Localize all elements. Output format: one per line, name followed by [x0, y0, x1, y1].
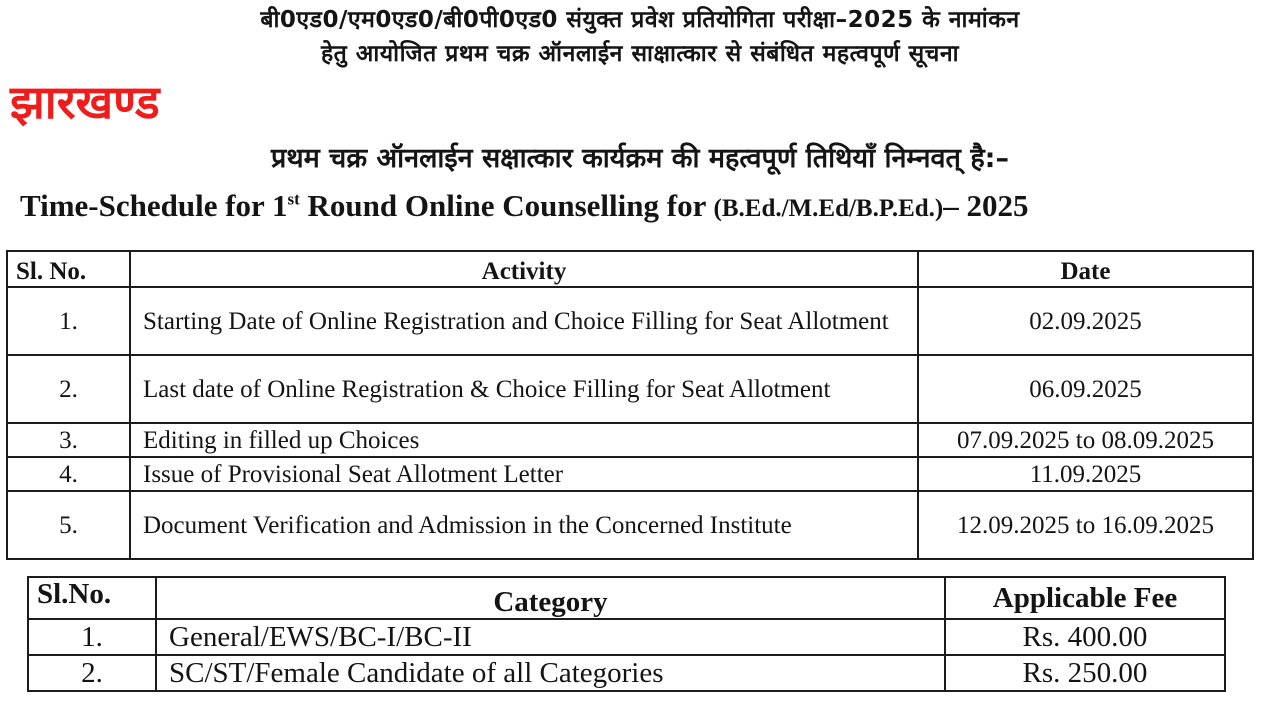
row-activity: Issue of Provisional Seat Allotment Letter — [130, 457, 918, 491]
fee-col-category: Category — [156, 577, 945, 619]
row-activity: Editing in filled up Choices — [130, 423, 918, 457]
row-date: 12.09.2025 to 16.09.2025 — [918, 491, 1253, 559]
schedule-header-row — [7, 251, 1253, 287]
table-row — [7, 355, 1253, 423]
schedule-heading-english — [20, 188, 1028, 224]
notice-title-line-1: बी0एड0/एम0एड0/बी0पी0एड0 संयुक्त प्रवेश प्रतियोगिता परीक्षा–2025 के नामांकन — [260, 7, 1020, 33]
notice-title-line-2: हेतु आयोजित प्रथम चक्र ऑनलाईन साक्षात्कार से संबंधित महत्वपूर्ण सूचना — [320, 41, 960, 67]
fee-row-sl: 1. — [28, 619, 156, 655]
state-label: झारखण्ड — [10, 75, 160, 129]
row-sl: 2. — [7, 355, 130, 423]
row-date: 02.09.2025 — [918, 287, 1253, 355]
schedule-col-activity: Activity — [130, 251, 918, 287]
table-row — [7, 287, 1253, 355]
schedule-heading-hindi: प्रथम चक्र ऑनलाईन सक्षात्कार कार्यक्रम की महत्वपूर्ण तिथियाँ निम्नवत् है:– — [271, 143, 1009, 174]
table-row — [28, 619, 1225, 655]
row-sl: 4. — [7, 457, 130, 491]
heading-text-mid: Round Online Counselling for — [299, 188, 714, 223]
fee-row-amount: Rs. 250.00 — [945, 655, 1225, 691]
row-sl: 1. — [7, 287, 130, 355]
schedule-col-sl: Sl. No. — [7, 251, 130, 287]
fee-row-category: General/EWS/BC-I/BC-II — [156, 619, 945, 655]
row-date: 11.09.2025 — [918, 457, 1253, 491]
table-row — [7, 491, 1253, 559]
fee-row-category: SC/ST/Female Candidate of all Categories — [156, 655, 945, 691]
fee-col-sl: Sl.No. — [28, 577, 156, 619]
fee-header-row — [28, 577, 1225, 619]
heading-courses: (B.Ed./M.Ed/B.P.Ed.) — [713, 195, 944, 222]
fee-col-fee: Applicable Fee — [945, 577, 1225, 619]
heading-text-pre: Time-Schedule for 1 — [20, 188, 288, 223]
row-activity: Starting Date of Online Registration and Choice Filling for Seat Allotment — [130, 287, 918, 355]
fee-row-sl: 2. — [28, 655, 156, 691]
row-date: 06.09.2025 — [918, 355, 1253, 423]
fee-table — [27, 576, 1226, 692]
row-activity: Document Verification and Admission in the Concerned Institute — [130, 491, 918, 559]
schedule-table — [6, 250, 1254, 560]
row-date: 07.09.2025 to 08.09.2025 — [918, 423, 1253, 457]
fee-row-amount: Rs. 400.00 — [945, 619, 1225, 655]
row-sl: 3. — [7, 423, 130, 457]
heading-year: – 2025 — [943, 188, 1029, 223]
heading-superscript: st — [287, 189, 300, 209]
table-row — [7, 457, 1253, 491]
schedule-col-date: Date — [918, 251, 1253, 287]
row-activity: Last date of Online Registration & Choice Filling for Seat Allotment — [130, 355, 918, 423]
table-row — [7, 423, 1253, 457]
table-row — [28, 655, 1225, 691]
row-sl: 5. — [7, 491, 130, 559]
